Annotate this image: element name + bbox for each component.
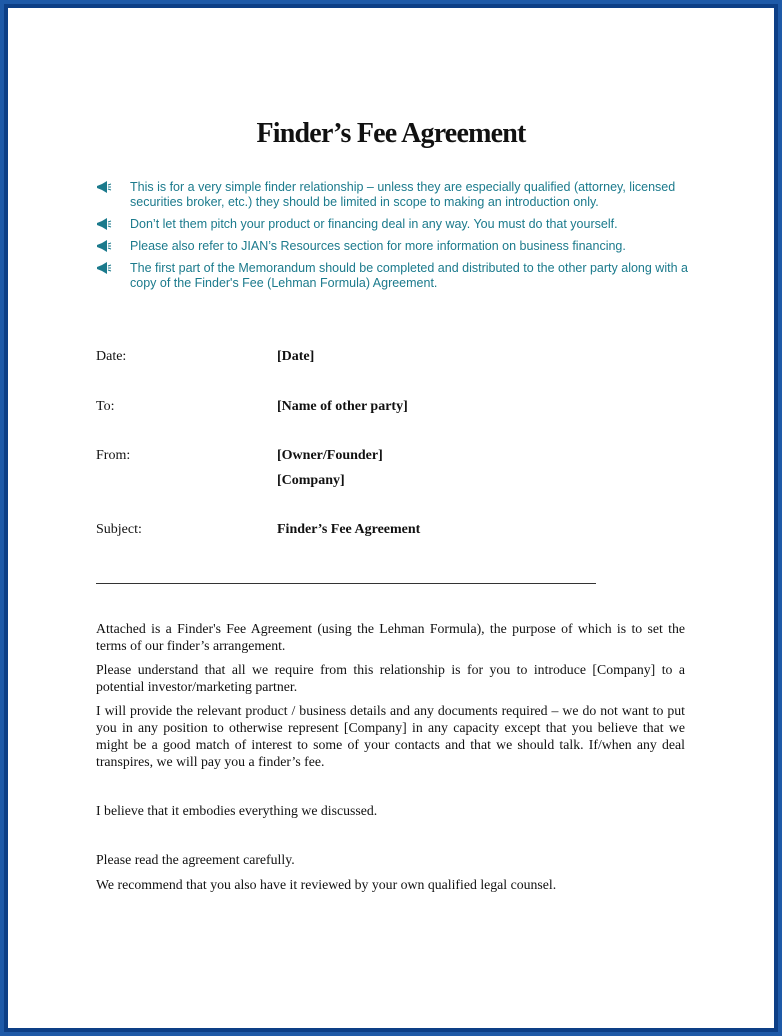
megaphone-icon xyxy=(96,181,112,193)
body-paragraph: I will provide the relevant product / business details and any documents required – we do not want to put you in any position to otherwise represent [Company] in any capacity except that you believe that we might be a good match of interest to some of your contacts and that we should talk. If/when any deal transpires, we will pay you a finder’s fee. xyxy=(96,703,685,769)
body-paragraph: I believe that it embodies everything we discussed. xyxy=(96,803,378,818)
to-value: [Name of other party] xyxy=(277,399,408,414)
megaphone-icon xyxy=(96,240,112,252)
subject-value: Finder’s Fee Agreement xyxy=(277,522,421,537)
note-item xyxy=(94,180,694,210)
note-item xyxy=(94,239,694,254)
body-paragraph: Attached is a Finder's Fee Agreement (using the Lehman Formula), the purpose of which is to set the terms of our finder’s arrangement. xyxy=(96,621,685,653)
note-text: The first part of the Memorandum should be completed and distributed to the other party along with a copy of the Finder's Fee (Lehman Formula) Agreement. xyxy=(130,261,688,290)
note-text: This is for a very simple finder relationship – unless they are especially qualified (attorney, licensed securities broker, etc.) they should be limited in scope to making an introduction only. xyxy=(130,180,676,209)
subject-label: Subject: xyxy=(96,522,142,537)
document-title: Finder’s Fee Agreement xyxy=(256,118,526,149)
body-paragraph: We recommend that you also have it reviewed by your own qualified legal counsel. xyxy=(96,877,557,892)
body-paragraph: Please understand that all we require from this relationship is for you to introduce [Company] to a potential investor/marketing partner. xyxy=(96,662,685,694)
body-paragraph: Please read the agreement carefully. xyxy=(96,852,295,867)
from-value-owner: [Owner/Founder] xyxy=(277,448,383,463)
date-value: [Date] xyxy=(277,349,315,364)
note-text: Please also refer to JIAN’s Resources section for more information on business financing. xyxy=(130,239,626,253)
from-value-company: [Company] xyxy=(277,473,345,488)
to-label: To: xyxy=(96,399,115,414)
megaphone-icon xyxy=(96,262,112,274)
document-page xyxy=(8,8,774,1028)
note-text: Don’t let them pitch your product or financing deal in any way. You must do that yourself. xyxy=(130,217,618,231)
note-item xyxy=(94,261,694,291)
megaphone-icon xyxy=(96,218,112,230)
notes-list xyxy=(94,180,694,298)
note-item xyxy=(94,217,694,232)
divider-line xyxy=(96,583,596,584)
date-label: Date: xyxy=(96,349,127,364)
from-label: From: xyxy=(96,448,131,463)
